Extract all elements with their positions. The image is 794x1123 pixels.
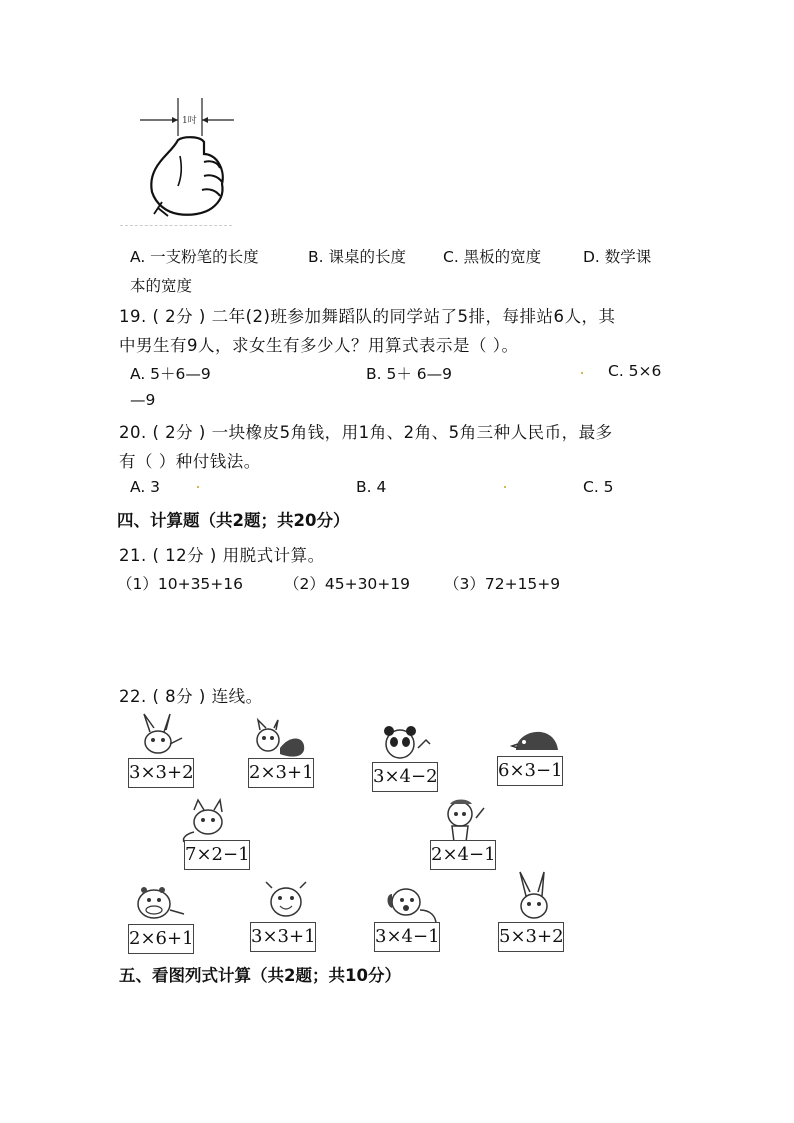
fox-icon (180, 798, 234, 846)
expression-card[interactable]: 3×3+2 (128, 758, 194, 788)
section4-title: 四、计算题（共2题；共20分） (117, 511, 350, 530)
expression-card[interactable]: 3×4−1 (374, 922, 440, 952)
q19-stem-line2: 中男生有9人，求女生有多少人？用算式表示是（ ）。 (119, 336, 519, 355)
expression-card[interactable]: 5×3+2 (498, 922, 564, 952)
q20-option-a: A. 3 (130, 478, 161, 496)
stray-dot (197, 486, 199, 488)
squirrel-icon (250, 714, 310, 760)
expression-card[interactable]: 3×3+1 (250, 922, 316, 952)
q20-stem-line1: 20. ( 2分 ) 一块橡皮5角钱，用1角、2角、5角三种人民币，最多 (119, 423, 613, 442)
inch-label: 1吋 (182, 116, 197, 126)
inch-figure (138, 96, 238, 226)
q21-item-1: （1）10+35+16 (117, 575, 244, 593)
q19-stem-line1: 19. ( 2分 ) 二年(2)班参加舞蹈队的同学站了5排，每排站6人，其 (119, 307, 616, 326)
expression-card[interactable]: 2×3+1 (248, 758, 314, 788)
q21-item-2: （2）45+30+19 (284, 575, 411, 593)
q18-option-d: D. 数学课 (583, 248, 652, 266)
q19-option-c-continuation: —9 (130, 391, 156, 409)
q21-stem: 21. ( 12分 ) 用脱式计算。 (119, 546, 325, 565)
q18-option-c: C. 黑板的宽度 (443, 248, 542, 266)
dog-icon (382, 880, 442, 928)
panda-icon (378, 718, 434, 764)
q22-stem: 22. ( 8分 ) 连线。 (119, 687, 263, 706)
hippo-icon (130, 880, 190, 930)
q21-item-3: （3）72+15+9 (444, 575, 561, 593)
stray-dot (581, 372, 583, 374)
q18-option-a: A. 一支粉笔的长度 (130, 248, 259, 266)
expression-card[interactable]: 6×3−1 (497, 756, 563, 786)
monkey-icon (438, 796, 492, 844)
q20-stem-line2: 有（ ）种付钱法。 (119, 452, 261, 471)
cow-icon (260, 878, 314, 928)
rabbit-icon (508, 870, 560, 926)
q18-option-b: B. 课桌的长度 (308, 248, 406, 266)
q20-option-c: C. 5 (583, 478, 614, 496)
rabbit-icon (136, 710, 186, 760)
expression-card[interactable]: 7×2−1 (184, 840, 250, 870)
figure-divider (120, 225, 232, 226)
q19-option-c: C. 5×6 (608, 362, 662, 380)
q19-option-b: B. 5＋ 6—9 (366, 365, 452, 383)
stray-dot (504, 486, 506, 488)
section5-title: 五、看图列式计算（共2题；共10分） (119, 966, 401, 985)
expression-card[interactable]: 2×6+1 (128, 924, 194, 954)
q18-option-d-continuation: 本的宽度 (130, 277, 193, 295)
expression-card[interactable]: 2×4−1 (430, 840, 496, 870)
q20-option-b: B. 4 (356, 478, 387, 496)
q19-option-a: A. 5＋6—9 (130, 365, 211, 383)
expression-card[interactable]: 3×4−2 (372, 762, 438, 792)
hedgehog-icon (510, 716, 562, 760)
